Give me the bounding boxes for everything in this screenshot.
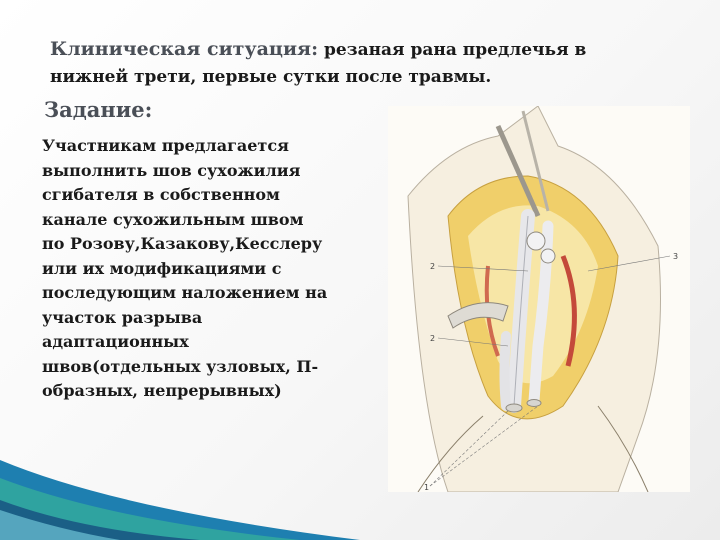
tendon-anatomy-drawing [388,106,690,492]
figure-label-2-top: 2 [430,262,436,271]
decorative-corner-waves [0,450,720,540]
figure-label-2-bottom: 2 [430,334,436,343]
task-description: Участникам предлагается выполнить шов сухожилия сгибателя в собственном канале сухожильным швом по Розову,Казакову,Кесслеру или их модификациями с последующим наложением на участок разрыва адаптационных швов(отдельных узловых, П- образных, непрерывных) [42,136,328,400]
clinical-situation-title [50,36,670,91]
tendon-suture-illustration [388,106,690,492]
clinical-situation-lead: Клиническая ситуация: [50,38,319,60]
task-heading: Задание: [44,97,153,122]
figure-label-1: 1 [424,483,430,492]
clinical-situation-text: резаная рана предлечья в нижней трети, первые сутки после травмы. [50,40,587,87]
figure-label-3: 3 [673,252,679,261]
